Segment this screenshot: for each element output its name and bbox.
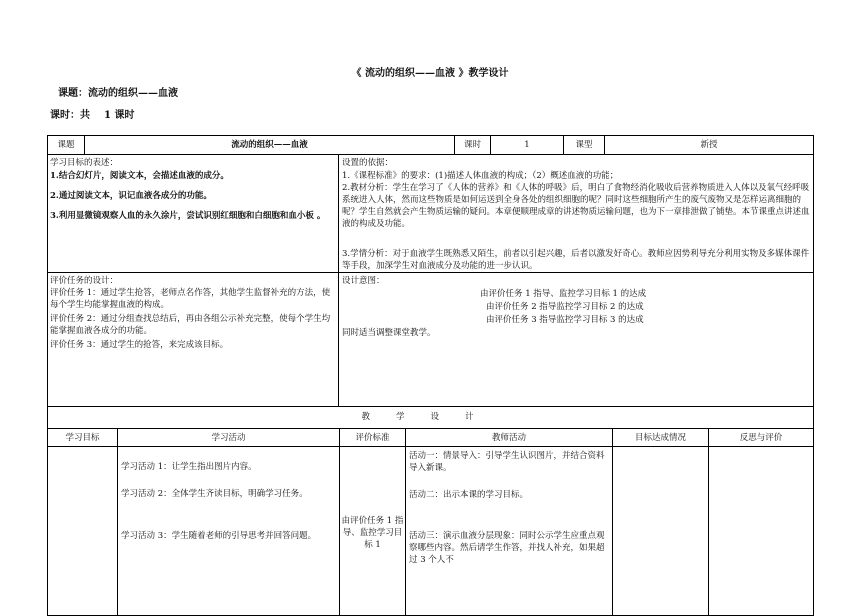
criteria-text: 由评价任务 1 指导、监控学习目标 1 — [341, 516, 404, 550]
eval-task-2: 评价任务 2：通过分组查找总结后，再由各组公示补充完整，使每个学生均能掌握血液各成分的功能。 — [50, 314, 331, 336]
intent-line-4: 同时适当调整课堂教学。 — [342, 328, 436, 338]
col-label-teacher: 教师活动 — [491, 433, 526, 443]
period-line — [50, 106, 134, 121]
basis-standard: 1.《课程标准》的要求：(1)描述人体血液的构成；（2）概述血液的功能； — [342, 171, 619, 181]
intent-line-2: 由评价任务 2 指导监控学习目标 2 的达成 — [486, 302, 644, 312]
col-label-goal: 学习目标 — [65, 433, 100, 443]
teacher-activity-2: 活动二：出示本课的学习目标。 — [409, 490, 529, 500]
header-label-period: 课时 — [463, 140, 481, 150]
basis-textbook: 2.教材分析：学生在学习了《人体的营养》和《人体的呼吸》后，明白了食物经消化吸收后营养物质进入人体以及氧气经呼吸系统进入人体，然而这些物质是如何运送到全身各处的组织细胞的呢？同时这些细胞所产生的废气废物又是怎样运离细胞的呢？学生自然就会产生物质运输的疑问。本章便顺理成章的讲述物质运输问题，也为下一章排泄做了铺垫。本节课重点讲述血液的构成及功能。 — [342, 183, 810, 229]
eval-task-1: 评价任务 1：通过学生抢答，老师点名作答，其他学生监督补充的方法，使每个学生均能掌握血液的构成。 — [50, 288, 331, 310]
col-label-activity: 学习活动 — [211, 433, 246, 443]
intent-line-3: 由评价任务 3 指导监控学习目标 3 的达成 — [486, 315, 644, 325]
eval-heading: 评价任务的设计： — [50, 276, 119, 286]
intent-heading: 设计意图： — [342, 276, 385, 286]
activity-2: 学习活动 2：全体学生齐读目标，明确学习任务。 — [121, 489, 308, 499]
header-type-value: 新授 — [700, 140, 718, 150]
body-cell-reflection — [708, 446, 814, 616]
basis-students: 3.学情分析：对于血液学生既熟悉又陌生，前者以引起兴趣，后者以激发好奇心。教师应因势利导充分利用实物及多媒体课件等手段，加深学生对血液成分及功能的进一步认识。 — [342, 249, 810, 271]
goal-item-2: 2.通过阅读文本，识记血液各成分的功能。 — [50, 191, 212, 201]
basis-heading: 设置的依据： — [342, 158, 394, 168]
teacher-activity-1: 活动一：情景导入：引导学生认识图片，并结合资料导入新课。 — [409, 451, 605, 473]
document-title: 《 流动的组织——血液 》教学设计 — [351, 68, 509, 79]
body-cell-goal — [47, 446, 118, 616]
teacher-activity-3: 活动三：演示血液分层现象：同时公示学生应重点观察哪些内容。然后请学生作答，并找人补充，如果超过 3 个人不 — [409, 531, 605, 565]
goal-item-1: 1.结合幻灯片，阅读文本，会描述血液的成分。 — [50, 171, 229, 181]
goal-item-3: 3.利用显微镜观察人血的永久涂片，尝试识别红细胞和白细胞和血小板 。 — [50, 211, 326, 221]
period-prefix: 课时：共 — [50, 110, 90, 121]
activity-1: 学习活动 1：让学生指出图片内容。 — [121, 462, 257, 472]
period-value: 1 课时 — [104, 110, 135, 121]
header-label-topic: 课题 — [57, 140, 75, 150]
intent-line-1: 由评价任务 1 指导、监控学习目标 1 的达成 — [480, 289, 647, 299]
activity-3: 学习活动 3：学生随着老师的引导思考并回答问题。 — [121, 531, 317, 541]
goals-heading: 学习目标的表述： — [50, 158, 119, 168]
header-period-value: 1 — [524, 140, 530, 150]
col-label-achievement: 目标达成情况 — [634, 433, 686, 443]
eval-task-3: 评价任务 3：通过学生的抢答，来完成该目标。 — [50, 340, 229, 350]
header-label-type: 课型 — [575, 140, 593, 150]
col-label-reflection: 反思与评价 — [739, 433, 783, 443]
header-topic-value: 流动的组织——血液 — [231, 140, 308, 150]
section-title: 教学设计 — [361, 412, 500, 422]
body-cell-achievement — [612, 446, 709, 616]
topic-line: 课题：流动的组织——血液 — [58, 88, 178, 99]
col-label-criteria: 评价标准 — [355, 433, 390, 443]
